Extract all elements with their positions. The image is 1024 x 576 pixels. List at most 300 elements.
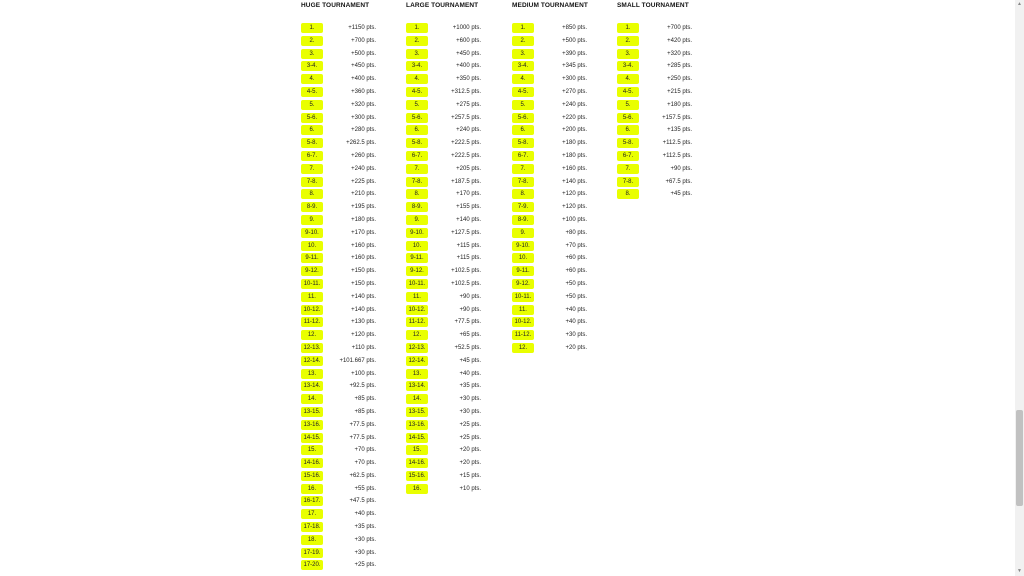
points-value: +20 pts. <box>459 447 481 454</box>
list-item <box>301 253 396 266</box>
list-item <box>512 266 607 279</box>
list-item <box>301 406 396 419</box>
points-value: +140 pts. <box>562 178 587 185</box>
points-value: +160 pts. <box>562 165 587 172</box>
list-item <box>617 150 712 163</box>
list-item <box>406 163 501 176</box>
points-value: +700 pts. <box>351 37 376 44</box>
place-badge: 10-11. <box>301 279 323 289</box>
list-item <box>301 227 396 240</box>
place-badge: 7-8. <box>406 177 428 187</box>
points-value: +112.5 pts. <box>662 140 692 147</box>
points-value: +222.5 pts. <box>451 152 481 159</box>
place-badge: 4-5. <box>406 87 428 97</box>
points-value: +360 pts. <box>351 88 376 95</box>
place-badge: 17-19. <box>301 548 323 558</box>
place-badge: 7-9. <box>512 202 534 212</box>
list-item <box>512 48 607 61</box>
list-item <box>512 304 607 317</box>
list-item <box>406 445 501 458</box>
points-value: +285 pts. <box>667 63 692 70</box>
place-badge: 13-14. <box>301 381 323 391</box>
points-value: +180 pts. <box>667 101 692 108</box>
points-value: +150 pts. <box>351 268 376 275</box>
list-item <box>301 419 396 432</box>
list-item <box>406 419 501 432</box>
place-badge: 13-16. <box>301 420 323 430</box>
place-badge: 7. <box>406 164 428 174</box>
points-value: +85 pts. <box>354 408 376 415</box>
place-badge: 7-8. <box>301 177 323 187</box>
points-value: +10 pts. <box>459 485 481 492</box>
points-value: +200 pts. <box>562 127 587 134</box>
place-badge: 8. <box>617 189 639 199</box>
list-item <box>406 240 501 253</box>
place-badge: 6. <box>512 125 534 135</box>
list-item <box>301 432 396 445</box>
points-value: +20 pts. <box>459 460 481 467</box>
points-value: +450 pts. <box>456 50 481 57</box>
list-item <box>406 470 501 483</box>
list-item <box>617 176 712 189</box>
place-badge: 7-8. <box>512 177 534 187</box>
list-item <box>301 189 396 202</box>
list-item <box>512 253 607 266</box>
place-badge: 15. <box>301 445 323 455</box>
list-item <box>301 496 396 509</box>
list-item <box>406 35 501 48</box>
place-badge: 11. <box>406 292 428 302</box>
points-value: +115 pts. <box>456 255 481 262</box>
points-value: +140 pts. <box>456 216 481 223</box>
place-badge: 13-16. <box>406 420 428 430</box>
list-item <box>617 189 712 202</box>
list-item <box>406 23 501 36</box>
column-huge-tournament <box>301 0 396 569</box>
place-badge: 11. <box>301 292 323 302</box>
place-badge: 15. <box>406 445 428 455</box>
points-value: +180 pts. <box>351 216 376 223</box>
list-item <box>512 291 607 304</box>
points-value: +140 pts. <box>351 306 376 313</box>
place-badge: 11-12. <box>301 317 323 327</box>
place-badge: 9-12. <box>512 279 534 289</box>
list-item <box>512 227 607 240</box>
place-badge: 13-15. <box>301 407 323 417</box>
place-badge: 3-4. <box>512 61 534 71</box>
list-item <box>301 138 396 151</box>
points-value: +115 pts. <box>456 242 481 249</box>
place-badge: 8. <box>301 189 323 199</box>
points-value: +102.5 pts. <box>451 280 481 287</box>
place-badge: 10-11. <box>512 292 534 302</box>
place-badge: 13-14. <box>406 381 428 391</box>
points-value: +50 pts. <box>565 293 587 300</box>
list-item <box>617 112 712 125</box>
list-item <box>301 176 396 189</box>
place-badge: 16. <box>406 484 428 494</box>
list-item <box>512 99 607 112</box>
list-item <box>301 99 396 112</box>
place-badge: 14-16. <box>406 458 428 468</box>
points-value: +100 pts. <box>351 370 376 377</box>
list-item <box>512 86 607 99</box>
place-badge: 6. <box>301 125 323 135</box>
list-item <box>406 266 501 279</box>
list-item <box>406 330 501 343</box>
list-item <box>406 278 501 291</box>
list-item <box>301 150 396 163</box>
list-item <box>406 99 501 112</box>
list-item <box>512 138 607 151</box>
place-badge: 11. <box>512 305 534 315</box>
list-item <box>512 35 607 48</box>
list-item <box>406 406 501 419</box>
place-badge: 10. <box>301 241 323 251</box>
scrollbar-thumb[interactable] <box>1016 410 1023 506</box>
points-value: +30 pts. <box>565 332 587 339</box>
place-badge: 8-9. <box>512 215 534 225</box>
points-value: +90 pts. <box>670 165 692 172</box>
place-badge: 12. <box>512 343 534 353</box>
list-item <box>301 112 396 125</box>
list-item <box>406 381 501 394</box>
points-value: +40 pts. <box>354 511 376 518</box>
list-item <box>617 48 712 61</box>
points-list <box>617 23 712 202</box>
points-value: +47.5 pts. <box>349 498 376 505</box>
place-badge: 5. <box>617 100 639 110</box>
points-value: +320 pts. <box>351 101 376 108</box>
list-item <box>512 330 607 343</box>
place-badge: 12-13. <box>406 343 428 353</box>
points-value: +150 pts. <box>351 280 376 287</box>
points-value: +160 pts. <box>351 242 376 249</box>
points-value: +420 pts. <box>667 37 692 44</box>
points-value: +260 pts. <box>351 152 376 159</box>
list-item <box>512 202 607 215</box>
place-badge: 6-7. <box>617 151 639 161</box>
points-value: +1150 pts. <box>348 25 376 31</box>
list-item <box>406 61 501 74</box>
points-value: +135 pts. <box>667 127 692 134</box>
points-value: +52.5 pts. <box>454 344 481 351</box>
points-value: +50 pts. <box>565 280 587 287</box>
points-value: +170 pts. <box>456 191 481 198</box>
column-large-tournament <box>406 0 501 492</box>
points-value: +55 pts. <box>354 485 376 492</box>
place-badge: 2. <box>617 36 639 46</box>
points-value: +262.5 pts. <box>346 140 376 147</box>
place-badge: 1. <box>512 23 534 33</box>
points-value: +90 pts. <box>459 306 481 313</box>
points-value: +120 pts. <box>562 191 587 198</box>
points-value: +100 pts. <box>562 216 587 223</box>
list-item <box>301 445 396 458</box>
place-badge: 9. <box>406 215 428 225</box>
place-badge: 10-11. <box>406 279 428 289</box>
place-badge: 5-6. <box>512 113 534 123</box>
place-badge: 12. <box>301 330 323 340</box>
points-value: +320 pts. <box>667 50 692 57</box>
points-value: +270 pts. <box>562 88 587 95</box>
points-value: +300 pts. <box>562 76 587 83</box>
place-badge: 15-16. <box>301 471 323 481</box>
points-value: +80 pts. <box>565 229 587 236</box>
column-medium-tournament <box>512 0 607 351</box>
list-item <box>301 125 396 138</box>
points-value: +120 pts. <box>562 204 587 211</box>
points-value: +40 pts. <box>459 370 481 377</box>
place-badge: 4-5. <box>512 87 534 97</box>
list-item <box>406 202 501 215</box>
place-badge: 3. <box>301 49 323 59</box>
place-badge: 16. <box>301 484 323 494</box>
place-badge: 5-8. <box>406 138 428 148</box>
list-item <box>406 304 501 317</box>
place-badge: 8-9. <box>301 202 323 212</box>
points-value: +25 pts. <box>354 562 376 569</box>
list-item <box>301 509 396 522</box>
place-badge: 10. <box>406 241 428 251</box>
list-item <box>406 253 501 266</box>
list-item <box>512 317 607 330</box>
place-badge: 10-12. <box>301 305 323 315</box>
list-item <box>406 189 501 202</box>
place-badge: 12-14. <box>406 356 428 366</box>
place-badge: 9. <box>301 215 323 225</box>
points-value: +140 pts. <box>351 293 376 300</box>
points-value: +25 pts. <box>459 421 481 428</box>
place-badge: 9-10. <box>406 228 428 238</box>
list-item <box>301 266 396 279</box>
list-item <box>301 547 396 560</box>
list-item <box>406 342 501 355</box>
points-value: +60 pts. <box>565 268 587 275</box>
column-title: MEDIUM TOURNAMENT <box>512 2 588 9</box>
list-item <box>617 23 712 36</box>
vertical-scrollbar[interactable] <box>1015 0 1024 576</box>
place-badge: 11-12. <box>512 330 534 340</box>
list-item <box>301 381 396 394</box>
place-badge: 6. <box>617 125 639 135</box>
points-value: +850 pts. <box>562 25 587 31</box>
place-badge: 9-12. <box>301 266 323 276</box>
place-badge: 1. <box>406 23 428 33</box>
column-title: HUGE TOURNAMENT <box>301 2 370 9</box>
list-item <box>301 317 396 330</box>
points-value: +450 pts. <box>351 63 376 70</box>
points-value: +127.5 pts. <box>451 229 481 236</box>
column-title: LARGE TOURNAMENT <box>406 2 479 9</box>
list-item <box>512 278 607 291</box>
points-value: +112.5 pts. <box>662 152 692 159</box>
points-value: +195 pts. <box>351 204 376 211</box>
points-value: +77.5 pts. <box>349 434 376 441</box>
list-item <box>406 214 501 227</box>
place-badge: 3. <box>406 49 428 59</box>
points-value: +40 pts. <box>565 306 587 313</box>
points-value: +35 pts. <box>459 383 481 390</box>
points-value: +250 pts. <box>667 76 692 83</box>
points-value: +160 pts. <box>351 255 376 262</box>
list-item <box>512 342 607 355</box>
column-title: SMALL TOURNAMENT <box>617 2 689 9</box>
points-value: +40 pts. <box>565 319 587 326</box>
place-badge: 17-20. <box>301 560 323 570</box>
place-badge: 4. <box>406 74 428 84</box>
list-item <box>301 534 396 547</box>
points-value: +25 pts. <box>459 434 481 441</box>
place-badge: 14-15. <box>406 433 428 443</box>
points-value: +400 pts. <box>456 63 481 70</box>
place-badge: 5-8. <box>512 138 534 148</box>
list-item <box>406 112 501 125</box>
place-badge: 7. <box>512 164 534 174</box>
triangle-down-icon[interactable]: ▼ <box>1017 568 1022 574</box>
place-badge: 6-7. <box>301 151 323 161</box>
place-badge: 11-12. <box>406 317 428 327</box>
list-item <box>406 86 501 99</box>
place-badge: 14. <box>406 394 428 404</box>
list-item <box>301 483 396 496</box>
points-value: +210 pts. <box>351 191 376 198</box>
place-badge: 10-12. <box>406 305 428 315</box>
place-badge: 10. <box>512 253 534 263</box>
points-value: +45 pts. <box>459 357 481 364</box>
list-item <box>617 35 712 48</box>
list-item <box>406 176 501 189</box>
column-small-tournament <box>617 0 712 198</box>
place-badge: 12-14. <box>301 356 323 366</box>
points-value: +65 pts. <box>459 332 481 339</box>
place-badge: 3. <box>512 49 534 59</box>
list-item <box>406 150 501 163</box>
list-item <box>406 48 501 61</box>
points-value: +180 pts. <box>562 152 587 159</box>
list-item <box>512 240 607 253</box>
place-badge: 6-7. <box>512 151 534 161</box>
place-badge: 13. <box>301 369 323 379</box>
place-badge: 12-13. <box>301 343 323 353</box>
points-value: +500 pts. <box>351 50 376 57</box>
points-value: +15 pts. <box>459 472 481 479</box>
list-item <box>301 291 396 304</box>
place-badge: 4. <box>617 74 639 84</box>
place-badge: 14-15. <box>301 433 323 443</box>
list-item <box>406 74 501 87</box>
place-badge: 5-6. <box>301 113 323 123</box>
place-badge: 5. <box>512 100 534 110</box>
place-badge: 2. <box>406 36 428 46</box>
list-item <box>301 48 396 61</box>
points-value: +20 pts. <box>565 344 587 351</box>
points-value: +170 pts. <box>351 229 376 236</box>
list-item <box>406 432 501 445</box>
place-badge: 4-5. <box>617 87 639 97</box>
place-badge: 14. <box>301 394 323 404</box>
points-value: +225 pts. <box>351 178 376 185</box>
points-value: +30 pts. <box>459 408 481 415</box>
list-item <box>301 61 396 74</box>
points-value: +62.5 pts. <box>349 472 376 479</box>
list-item <box>406 458 501 471</box>
points-value: +60 pts. <box>565 255 587 262</box>
points-list <box>512 23 607 356</box>
list-item <box>301 355 396 368</box>
points-value: +240 pts. <box>351 165 376 172</box>
list-item <box>301 560 396 573</box>
points-value: +257.5 pts. <box>451 114 481 121</box>
points-value: +205 pts. <box>456 165 481 172</box>
list-item <box>512 163 607 176</box>
list-item <box>406 125 501 138</box>
points-value: +300 pts. <box>351 114 376 121</box>
list-item <box>406 368 501 381</box>
list-item <box>406 355 501 368</box>
place-badge: 7. <box>301 164 323 174</box>
list-item <box>301 240 396 253</box>
list-item <box>512 150 607 163</box>
place-badge: 16-17. <box>301 496 323 506</box>
points-value: +390 pts. <box>562 50 587 57</box>
points-value: +600 pts. <box>456 37 481 44</box>
place-badge: 4. <box>301 74 323 84</box>
list-item <box>617 125 712 138</box>
list-item <box>406 317 501 330</box>
place-badge: 4. <box>512 74 534 84</box>
list-item <box>301 202 396 215</box>
place-badge: 14-16. <box>301 458 323 468</box>
place-badge: 7-8. <box>617 177 639 187</box>
points-value: +70 pts. <box>354 447 376 454</box>
place-badge: 6. <box>406 125 428 135</box>
points-value: +30 pts. <box>354 549 376 556</box>
place-badge: 3-4. <box>617 61 639 71</box>
points-value: +180 pts. <box>562 140 587 147</box>
points-value: +35 pts. <box>354 524 376 531</box>
list-item <box>406 227 501 240</box>
place-badge: 8-9. <box>406 202 428 212</box>
list-item <box>301 304 396 317</box>
place-badge: 6-7. <box>406 151 428 161</box>
points-value: +240 pts. <box>562 101 587 108</box>
points-value: +102.5 pts. <box>451 268 481 275</box>
list-item <box>512 23 607 36</box>
list-item <box>512 125 607 138</box>
points-value: +70 pts. <box>565 242 587 249</box>
list-item <box>301 163 396 176</box>
list-item <box>301 458 396 471</box>
points-value: +345 pts. <box>562 63 587 70</box>
points-value: +240 pts. <box>456 127 481 134</box>
place-badge: 5. <box>406 100 428 110</box>
place-badge: 8. <box>406 189 428 199</box>
triangle-up-icon[interactable]: ▲ <box>1017 1 1022 7</box>
list-item <box>301 342 396 355</box>
place-badge: 13-15. <box>406 407 428 417</box>
points-value: +500 pts. <box>562 37 587 44</box>
list-item <box>617 163 712 176</box>
points-value: +222.5 pts. <box>451 140 481 147</box>
points-value: +77.5 pts. <box>454 319 481 326</box>
list-item <box>406 138 501 151</box>
points-value: +187.5 pts. <box>451 178 481 185</box>
place-badge: 3-4. <box>301 61 323 71</box>
list-item <box>301 278 396 291</box>
list-item <box>301 35 396 48</box>
points-value: +77.5 pts. <box>349 421 376 428</box>
